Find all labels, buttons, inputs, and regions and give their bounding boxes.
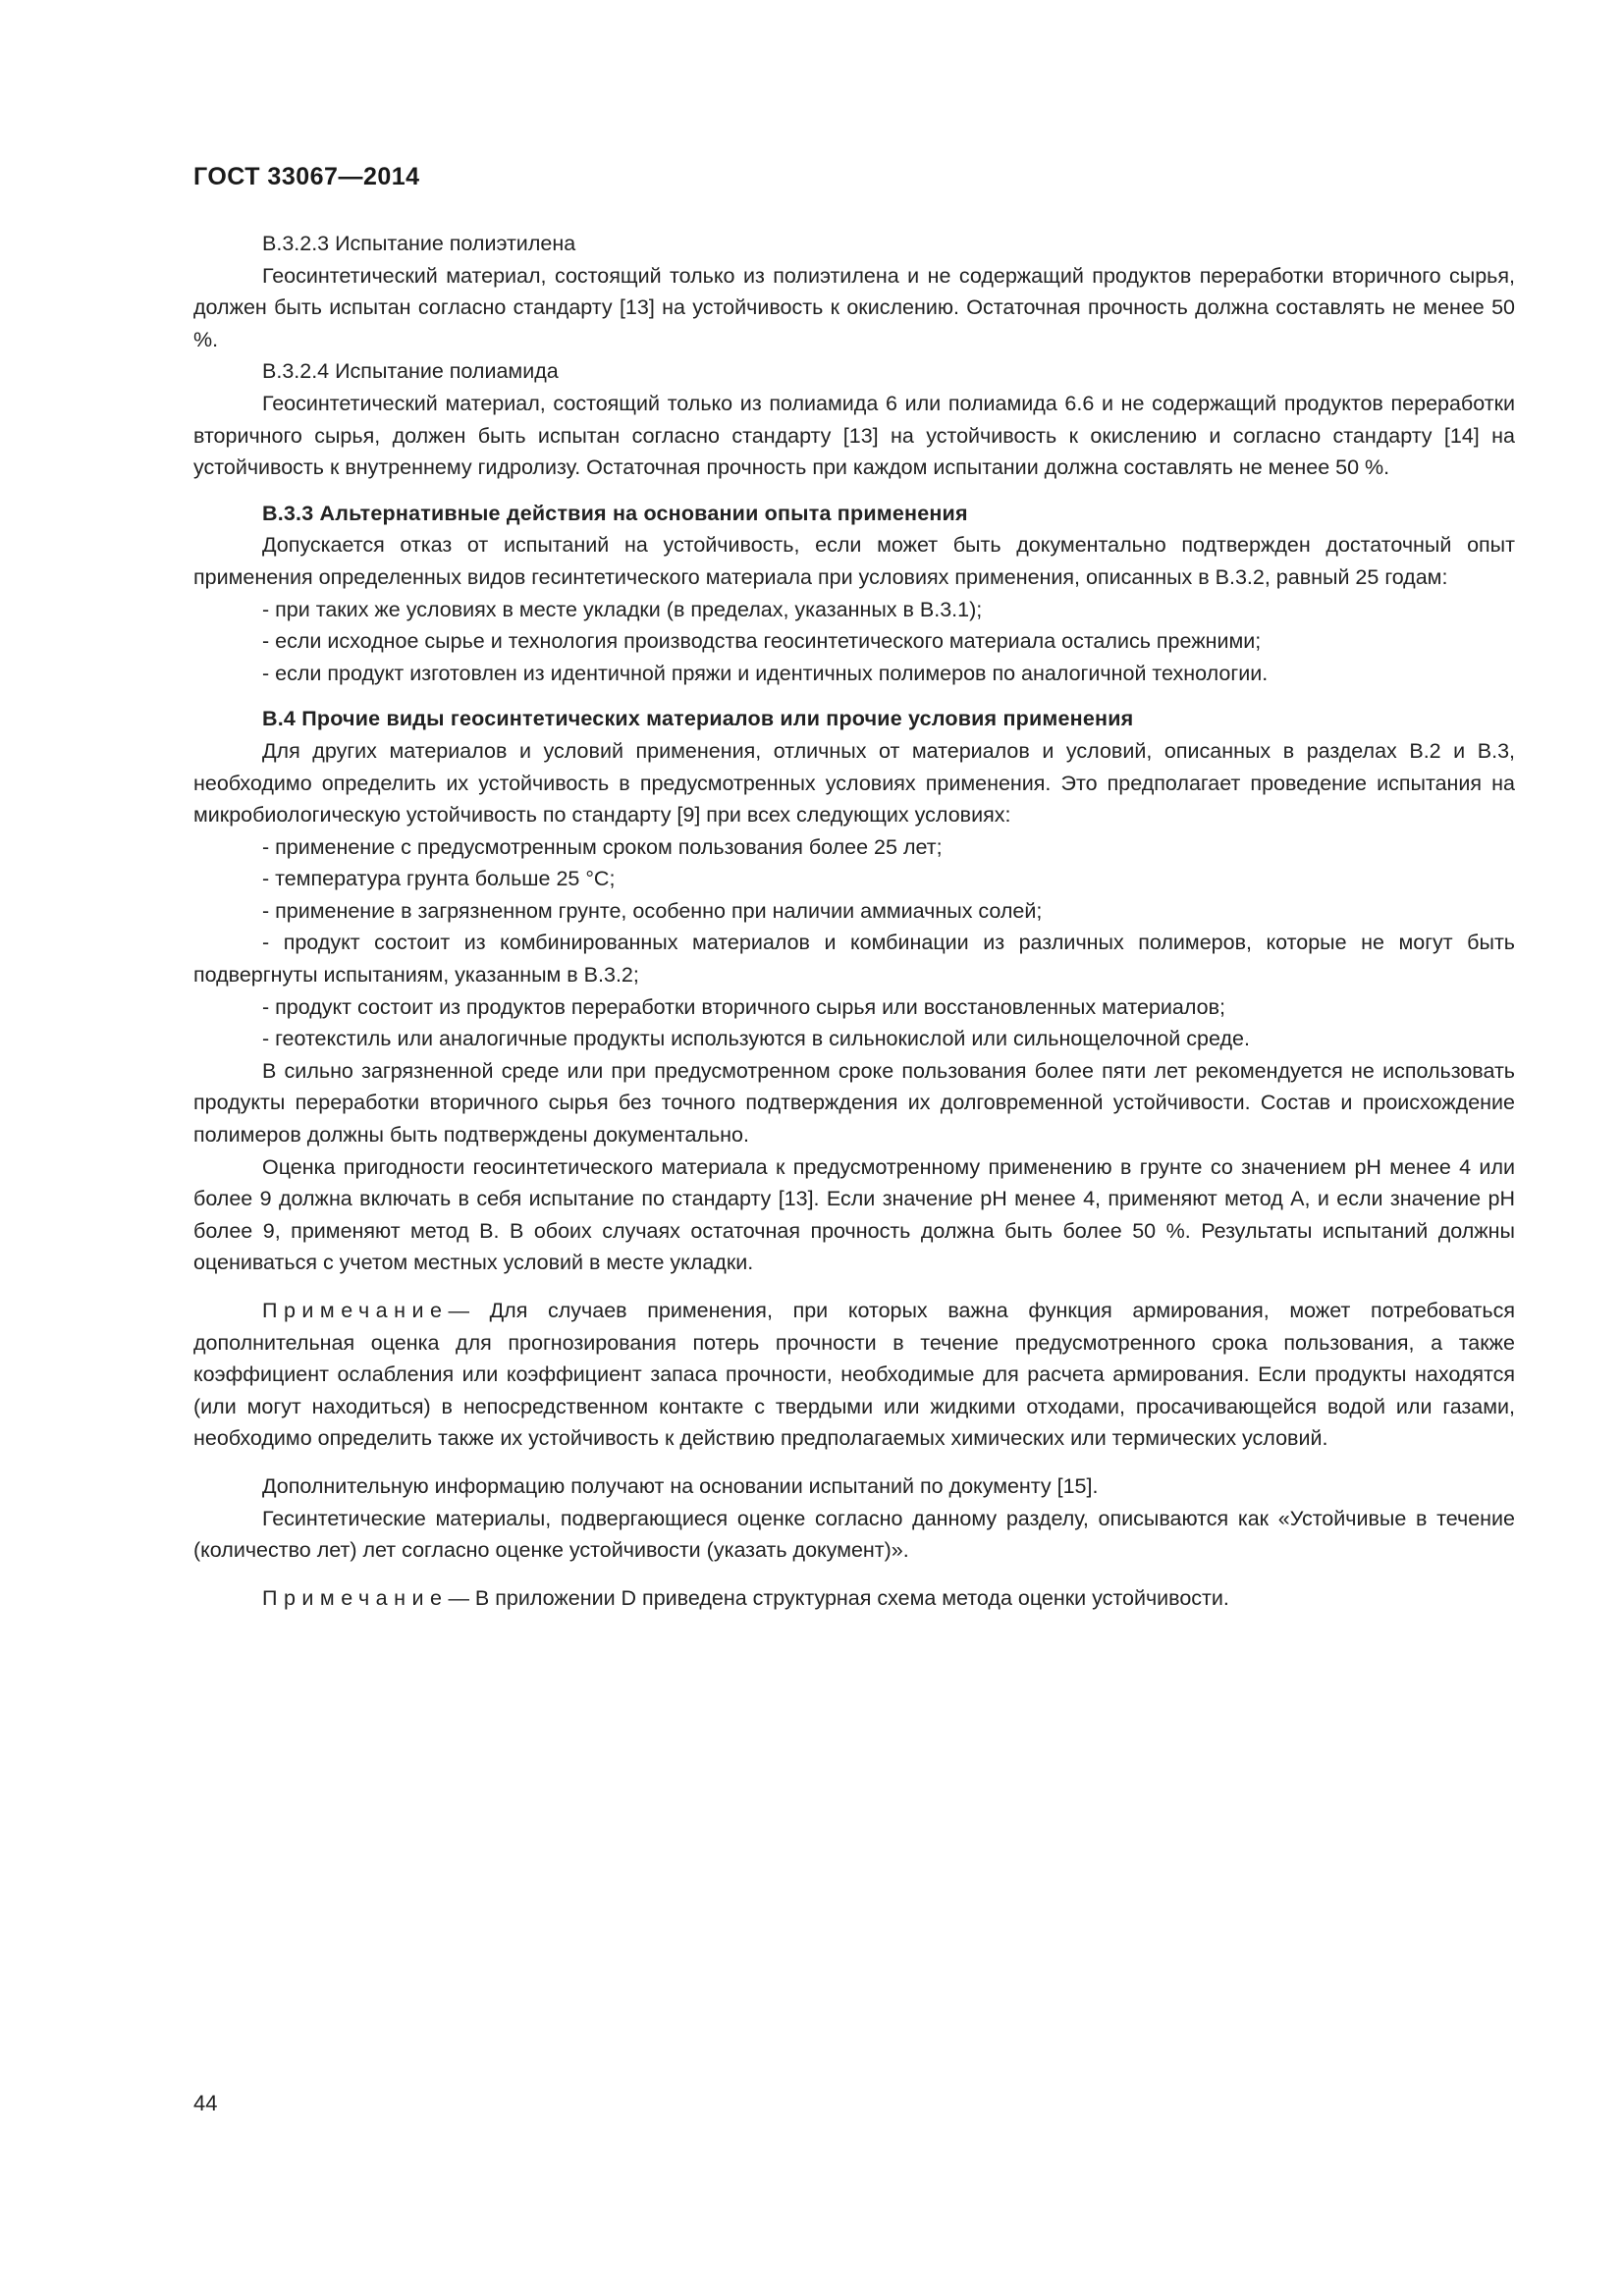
section-b4-polluted: В сильно загрязненной среде или при предусмотренном сроке пользования более пяти лет рекомендуется не использовать продукты переработки вторичного сырья без точного подтверждения их долговременной устойчивости. Состав и происхождение полимеров должны быть подтверждены документально. xyxy=(193,1058,1515,1148)
note-1-label: Примечание xyxy=(262,1299,449,1322)
section-b33-heading: В.3.3 Альтернативные действия на основании опыта применения xyxy=(262,501,968,525)
note-2-label: Примечание xyxy=(262,1585,449,1610)
list-item: - применение с предусмотренным сроком пользования более 25 лет; xyxy=(262,834,943,859)
note-2 xyxy=(193,1582,1515,1615)
document-header: ГОСТ 33067—2014 xyxy=(193,163,420,190)
list-item: - если исходное сырье и технология производства геосинтетического материала остались прежними; xyxy=(262,629,1262,654)
list-item: - при таких же условиях в месте укладки (в пределах, указанных в В.3.1); xyxy=(262,597,983,621)
page-number: 44 xyxy=(193,2091,218,2115)
section-b324-text: Геосинтетический материал, состоящий только из полиамида 6 или полиамида 6.6 и не содержащий продуктов переработки вторичного сырья, должен быть испытан согласно стандарту [13] на устойчивость к окислению и согласно стандарту [14] на устойчивость к внутреннему гидролизу. Остаточная прочность при каждом испытании должна составлять не менее 50 %. xyxy=(193,391,1515,480)
document-body xyxy=(193,228,1515,1614)
section-b4-ph: Оценка пригодности геосинтетического материала к предусмотренному применению в грунте со значением pH менее 4 или более 9 должна включать в себя испытание по стандарту [13]. Если значение pH менее 4, применяют метод А, и если значение pH более 9, применяют метод В. В обоих случаях остаточная прочность должна быть более 50 %. Результаты испытаний должны оцениваться с учетом местных условий в месте укладки. xyxy=(193,1154,1515,1275)
list-item: - если продукт изготовлен из идентичной пряжи и идентичных полимеров по аналогичной технологии. xyxy=(262,661,1269,685)
section-b324-title: В.3.2.4 Испытание полиамида xyxy=(262,359,559,384)
section-b323-title: В.3.2.3 Испытание полиэтилена xyxy=(262,232,576,255)
list-item: - продукт состоит из продуктов переработки вторичного сырья или восстановленных материалов; xyxy=(262,994,1225,1019)
note-1-text: — Для случаев применения, при которых важна функция армирования, может потребоваться дополнительная оценка для прогнозирования потерь прочности в течение предусмотренного срока пользования, а также коэффициент ослабления или коэффициент запаса прочности, необходимые для расчета армирования. Если продукты находятся (или могут находиться) в непосредственном контакте с твердыми или жидкими отходами, просачивающейся водой или газами, необходимо определить также их устойчивость к действию предполагаемых химических или термических условий. xyxy=(193,1299,1515,1451)
list-item: - продукт состоит из комбинированных материалов и комбинации из различных полимеров, которые не могут быть подвергнуты испытаниям, указанным в В.3.2; xyxy=(193,931,1515,988)
list-item: - температура грунта больше 25 °С; xyxy=(262,867,616,891)
list-item: - применение в загрязненном грунте, особенно при наличии аммиачных солей; xyxy=(262,898,1043,923)
section-b4-heading: В.4 Прочие виды геосинтетических материалов или прочие условия применения xyxy=(262,707,1134,731)
section-b4-text: Для других материалов и условий применения, отличных от материалов и условий, описанных в разделах В.2 и В.3, необходимо определить их устойчивость в предусмотренных условиях применения. Это предполагает проведение испытания на микробиологическую устойчивость по стандарту [9] при всех следующих условиях: xyxy=(193,738,1515,828)
note-2-text: — В приложении D приведена структурная схема метода оценки устойчивости. xyxy=(448,1585,1229,1610)
section-b323-text: Геосинтетический материал, состоящий только из полиэтилена и не содержащий продуктов переработки вторичного сырья, должен быть испытан согласно стандарту [13] на устойчивость к окислению. Остаточная прочность должна составлять не менее 50 %. xyxy=(193,263,1515,351)
section-b33-text: Допускается отказ от испытаний на устойчивость, если может быть документально подтвержден достаточный опыт применения определенных видов гесинтетического материала при условиях применения, описанных в В.3.2, равный 25 годам: xyxy=(193,533,1515,589)
additional-info: Дополнительную информацию получают на основании испытаний по документу [15]. xyxy=(262,1473,1099,1498)
description-text: Гесинтетические материалы, подвергающиеся оценке согласно данному разделу, описываются как «Устойчивые в течение (количество лет) лет согласно оценке устойчивости (указать документ)». xyxy=(193,1506,1515,1563)
note-1 xyxy=(193,1295,1515,1455)
list-item: - геотекстиль или аналогичные продукты используются в сильнокислой или сильнощелочной среде. xyxy=(262,1027,1250,1051)
